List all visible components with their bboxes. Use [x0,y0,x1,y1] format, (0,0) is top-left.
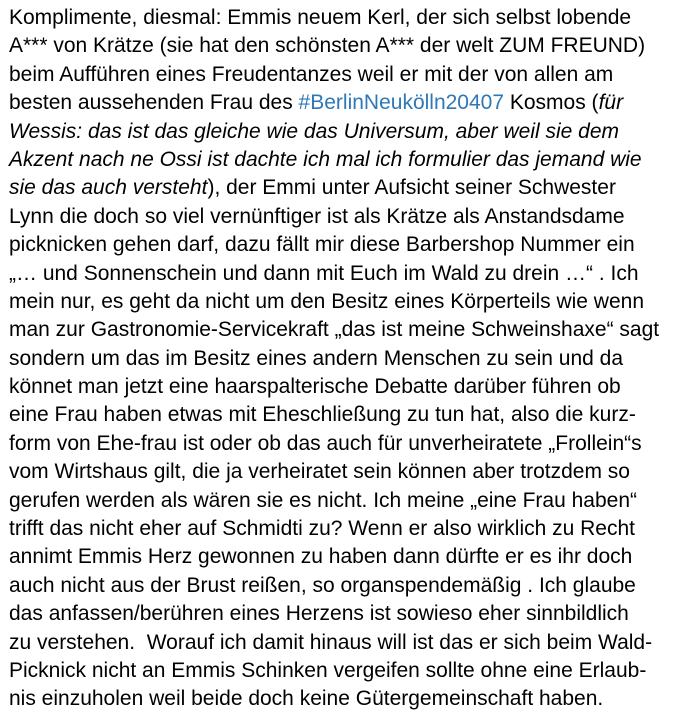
text-segment: annimt Emmis Herz gewonnen zu haben dann dürfte er es ihr doch [9,545,633,569]
text-line [9,430,679,458]
text-line [9,203,679,231]
text-line [9,118,679,146]
text-line [9,543,679,571]
text-line [9,685,679,713]
text-segment: zu verstehen. Worauf ich damit hinaus will ist das er sich beim Wald- [9,630,653,654]
text-line [9,316,679,344]
text-segment: besten aussehenden Frau des [9,91,299,115]
text-line [9,89,679,117]
text-line [9,458,679,486]
text-line [9,345,679,373]
italic-text: sie das auch versteht [9,176,208,200]
text-line [9,629,679,657]
text-segment: ), der Emmi unter Aufsicht seiner Schwester [207,176,616,200]
text-segment: picknicken gehen darf, dazu fällt mir diese Barbershop Nummer ein [9,233,635,257]
text-segment: nis einzuholen weil beide doch keine Gütergemeinschaft haben. [9,687,604,711]
text-line [9,32,679,60]
text-line [9,260,679,288]
text-line [9,146,679,174]
hashtag-link[interactable]: #BerlinNeukölln20407 [298,91,505,115]
text-segment: auch nicht aus der Brust reißen, so organspendemäßig . Ich glaube [9,573,636,597]
text-segment: Komplimente, diesmal: Emmis neuem Kerl, der sich selbst lobende [9,6,632,29]
text-segment: Lynn die doch so viel vernünftiger ist als Krätze als Anstandsdame [9,204,625,228]
text-line [9,600,679,628]
text-line [9,174,679,202]
text-segment: sondern um das im Besitz eines andern Menschen zu sein und da [9,346,624,370]
text-line [9,657,679,685]
text-segment: trifft das nicht eher auf Schmidti zu? Wenn er also wirklich zu Recht [9,517,636,541]
text-segment: man zur Gastronomie-Servicekraft „das ist meine Schweinshaxe“ sagt [9,318,660,342]
text-segment: vom Wirtshaus gilt, die ja verheiratet sein können aber trotzdem so [9,460,630,484]
italic-text: für [598,91,624,115]
text-line [9,4,679,32]
text-segment: A*** von Krätze (sie hat den schönsten A*** der welt ZUM FREUND) [9,34,646,58]
text-segment: Kosmos ( [504,91,599,115]
text-line [9,288,679,316]
text-segment: form von Ehe-frau ist oder ob das auch für unverheiratete „Frollein“s [9,431,642,455]
text-segment: „… und Sonnenschein und dann mit Euch im Wald zu drein …“ . Ich [9,261,639,285]
text-segment: mein nur, es geht da nicht um den Besitz eines Körperteils wie wenn [9,289,645,313]
italic-text: Akzent nach ne Ossi ist dachte ich mal ich formulier das jemand wie [9,147,642,171]
text-line [9,401,679,429]
text-segment: das anfassen/berühren eines Herzens ist sowieso eher sinnbildlich [9,602,629,626]
text-segment: beim Aufführen eines Freudentanzes weil er mit der von allen am [9,62,614,86]
italic-text: Wessis: das ist das gleiche wie das Universum, aber weil sie dem [9,119,620,143]
text-segment: Picknick nicht an Emmis Schinken vergeifen sollte ohne eine Erlaub- [9,658,647,682]
document-body [9,4,679,714]
text-line [9,373,679,401]
text-segment: könnet man jetzt eine haarspalterische Debatte darüber führen ob [9,375,621,399]
text-line [9,61,679,89]
text-segment: eine Frau haben etwas mit Eheschließung zu tun hat, also die kurz- [9,403,636,427]
text-line [9,231,679,259]
text-segment: gerufen werden als wären sie es nicht. Ich meine „eine Frau haben“ [9,488,638,512]
text-line [9,515,679,543]
text-line [9,572,679,600]
text-line [9,487,679,515]
